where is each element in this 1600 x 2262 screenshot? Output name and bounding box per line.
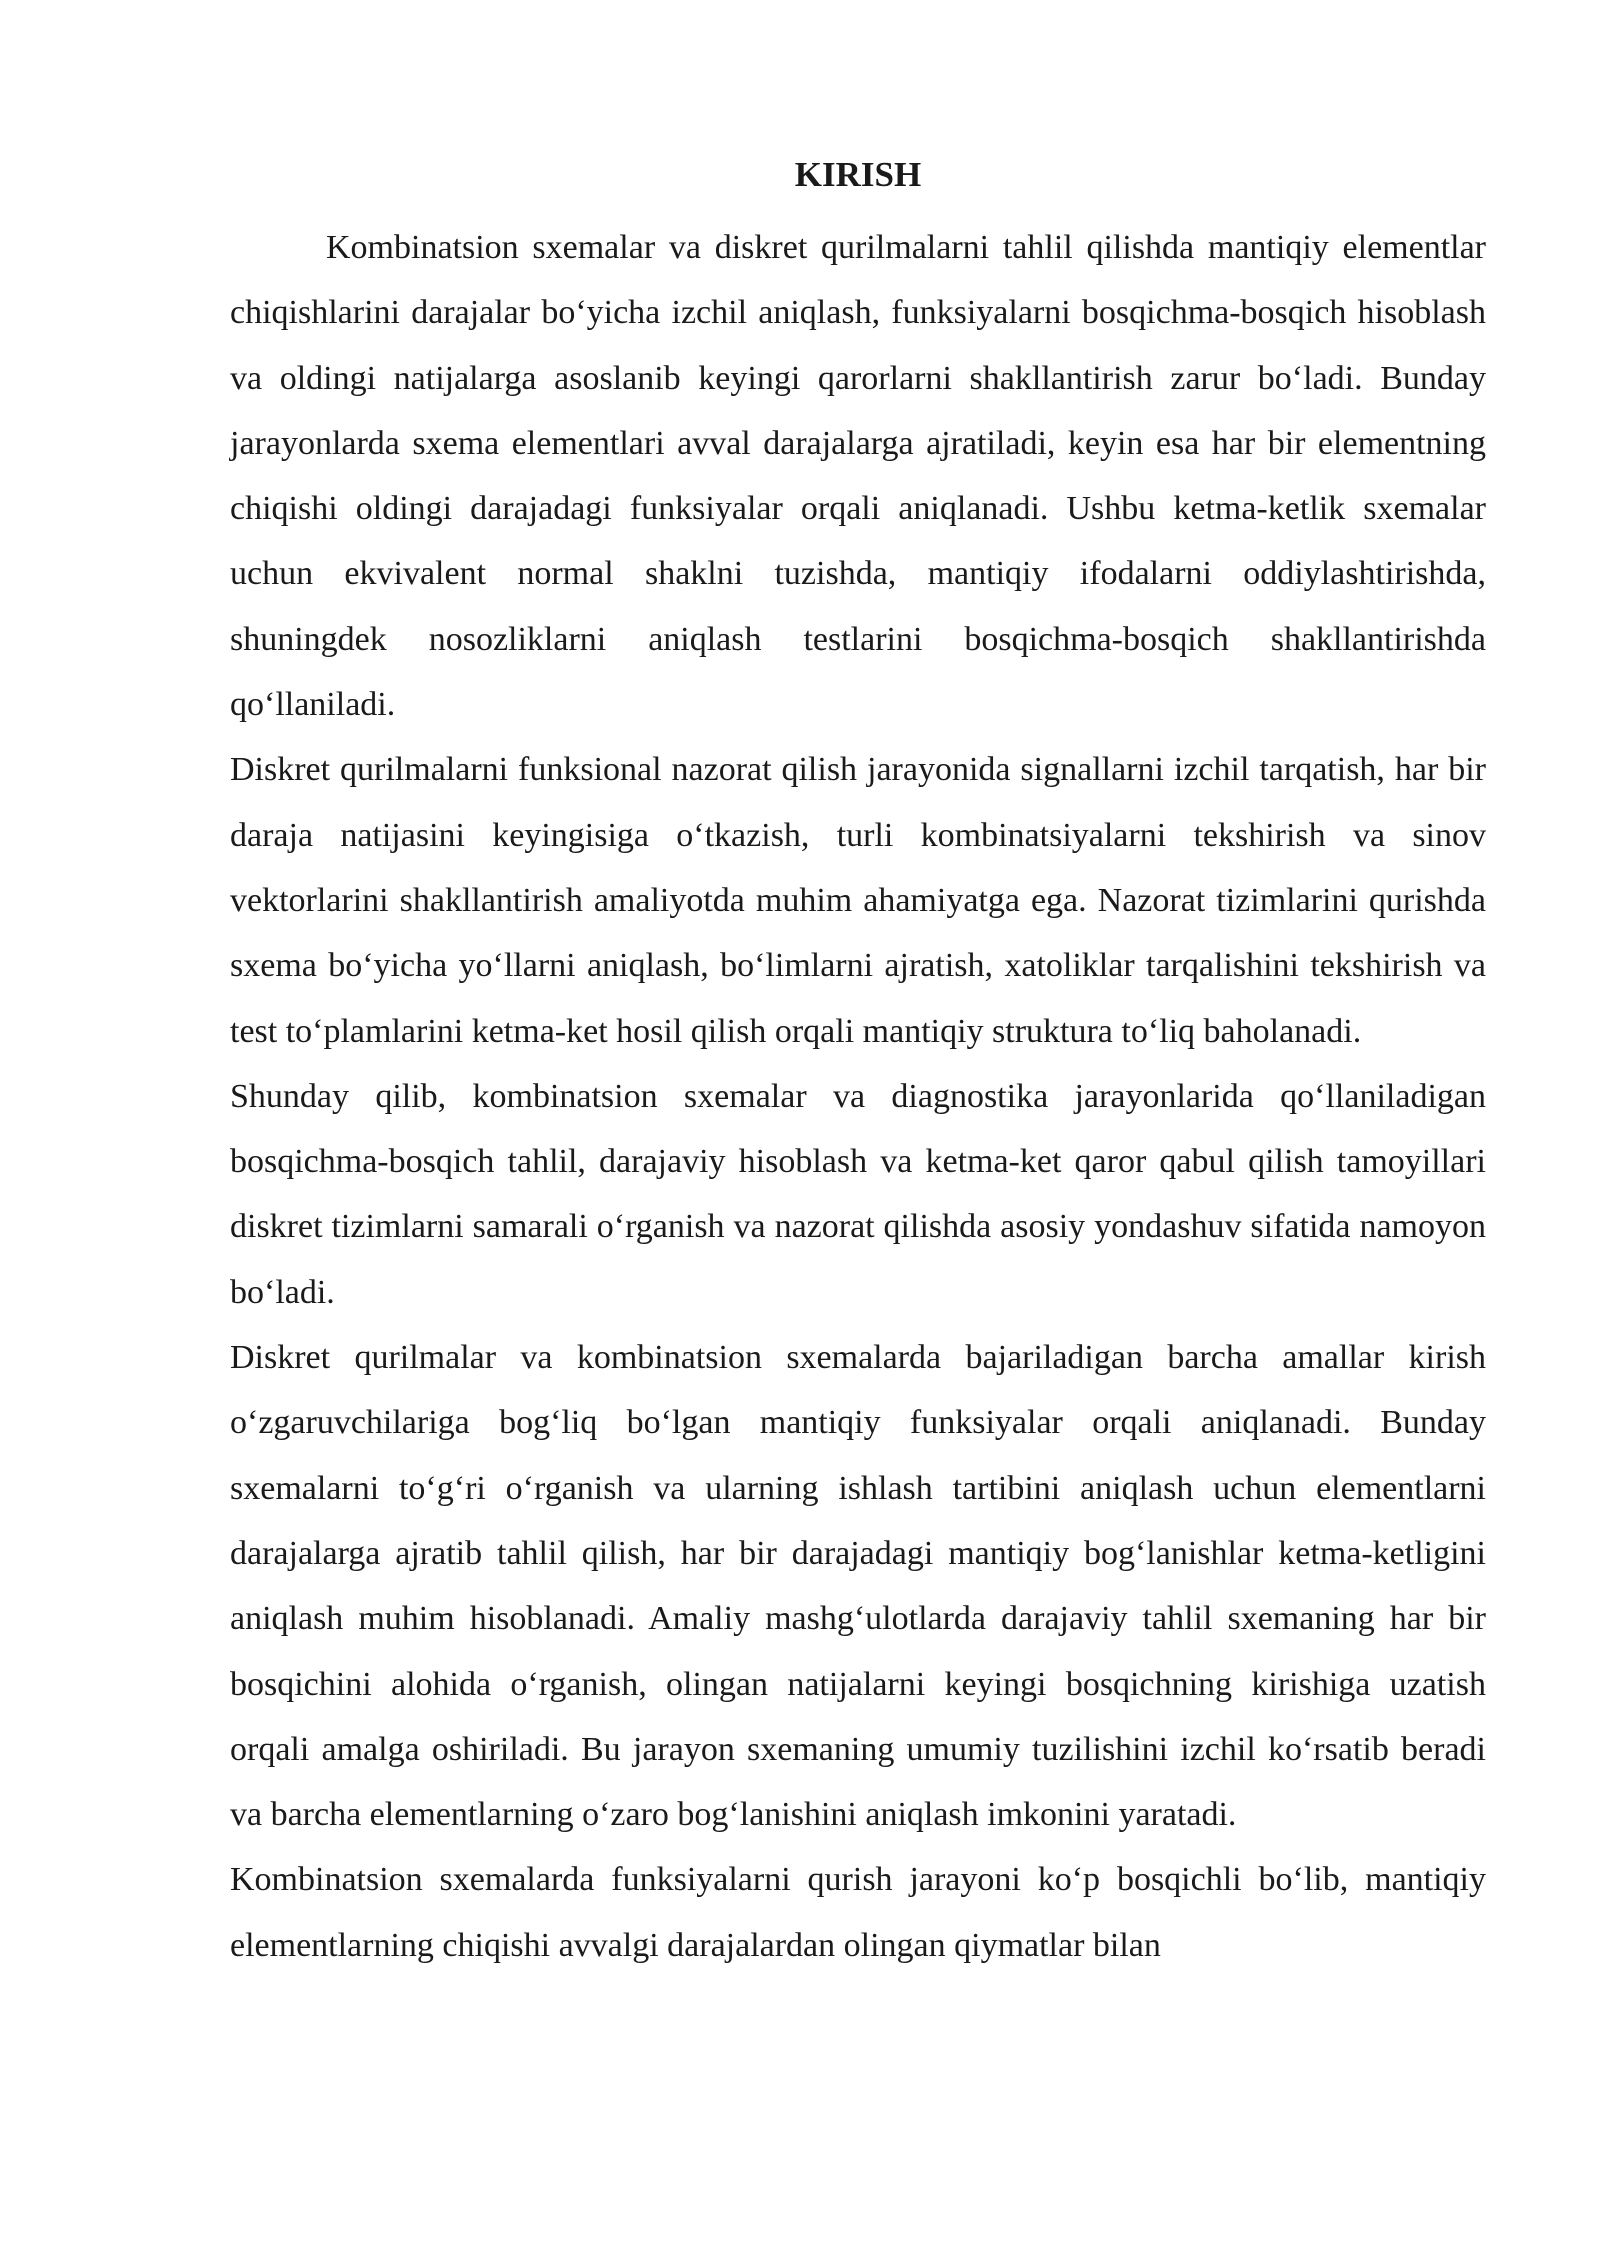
page-title: KIRISH — [794, 155, 922, 194]
document-page — [230, 150, 1486, 1978]
paragraph-1: Kombinatsion sxemalar va diskret qurilmalarni tahlil qilishda mantiqiy elementlar chiqishlarini darajalar bo‘yicha izchil aniqlash, funksiyalarni bosqichma-bosqich hisoblash va oldingi natijalarga asoslanib keyingi qarorlarni shakllantirish zarur bo‘ladi. Bunday jarayonlarda sxema elementlari avval darajalarga ajratiladi, keyin esa har bir elementning chiqishi oldingi darajadagi funksiyalar orqali aniqlanadi. Ushbu ketma-ketlik sxemalar uchun ekvivalent normal shaklni tuzishda, mantiqiy ifodalarni oddiylashtirishda, shuningdek nosozliklarni aniqlash testlarini bosqichma-bosqich shakllantirishda qo‘llaniladi. — [230, 229, 1486, 724]
paragraph-3: Shunday qilib, kombinatsion sxemalar va diagnostika jarayonlarida qo‘llaniladigan bosqichma-bosqich tahlil, darajaviy hisoblash va ketma-ket qaror qabul qilish tamoyillari diskret tizimlarni samarali o‘rganish va nazorat qilishda asosiy yondashuv sifatida namoyon bo‘ladi. — [230, 1077, 1486, 1311]
paragraph-4: Diskret qurilmalar va kombinatsion sxemalarda bajariladigan barcha amallar kirish o‘zgaruvchilariga bog‘liq bo‘lgan mantiqiy funksiyalar orqali aniqlanadi. Bunday sxemalarni to‘g‘ri o‘rganish va ularning ishlash tartibini aniqlash uchun elementlarni darajalarga ajratib tahlil qilish, har bir darajadagi mantiqiy bog‘lanishlar ketma-ketligini aniqlash muhim hisoblanadi. Amaliy mashg‘ulotlarda darajaviy tahlil sxemaning har bir bosqichini alohida o‘rganish, olingan natijalarni keyingi bosqichning kirishiga uzatish orqali amalga oshiriladi. Bu jarayon sxemaning umumiy tuzilishini izchil ko‘rsatib beradi va barcha elementlarning o‘zaro bog‘lanishini aniqlash imkonini yaratadi. — [230, 1339, 1486, 1834]
paragraph-5: Kombinatsion sxemalarda funksiyalarni qurish jarayoni ko‘p bosqichli bo‘lib, mantiqiy elementlarning chiqishi avvalgi darajalardan olingan qiymatlar bilan — [230, 1861, 1486, 1964]
paragraph-2: Diskret qurilmalarni funksional nazorat qilish jarayonida signallarni izchil tarqatish, har bir daraja natijasini keyingisiga o‘tkazish, turli kombinatsiyalarni tekshirish va sinov vektorlarini shakllantirish amaliyotda muhim ahamiyatga ega. Nazorat tizimlarini qurishda sxema bo‘yicha yo‘llarni aniqlash, bo‘limlarni ajratish, xatoliklar tarqalishini tekshirish va test to‘plamlarini ketma-ket hosil qilish orqali mantiqiy struktura to‘liq baholanadi. — [230, 751, 1486, 1050]
